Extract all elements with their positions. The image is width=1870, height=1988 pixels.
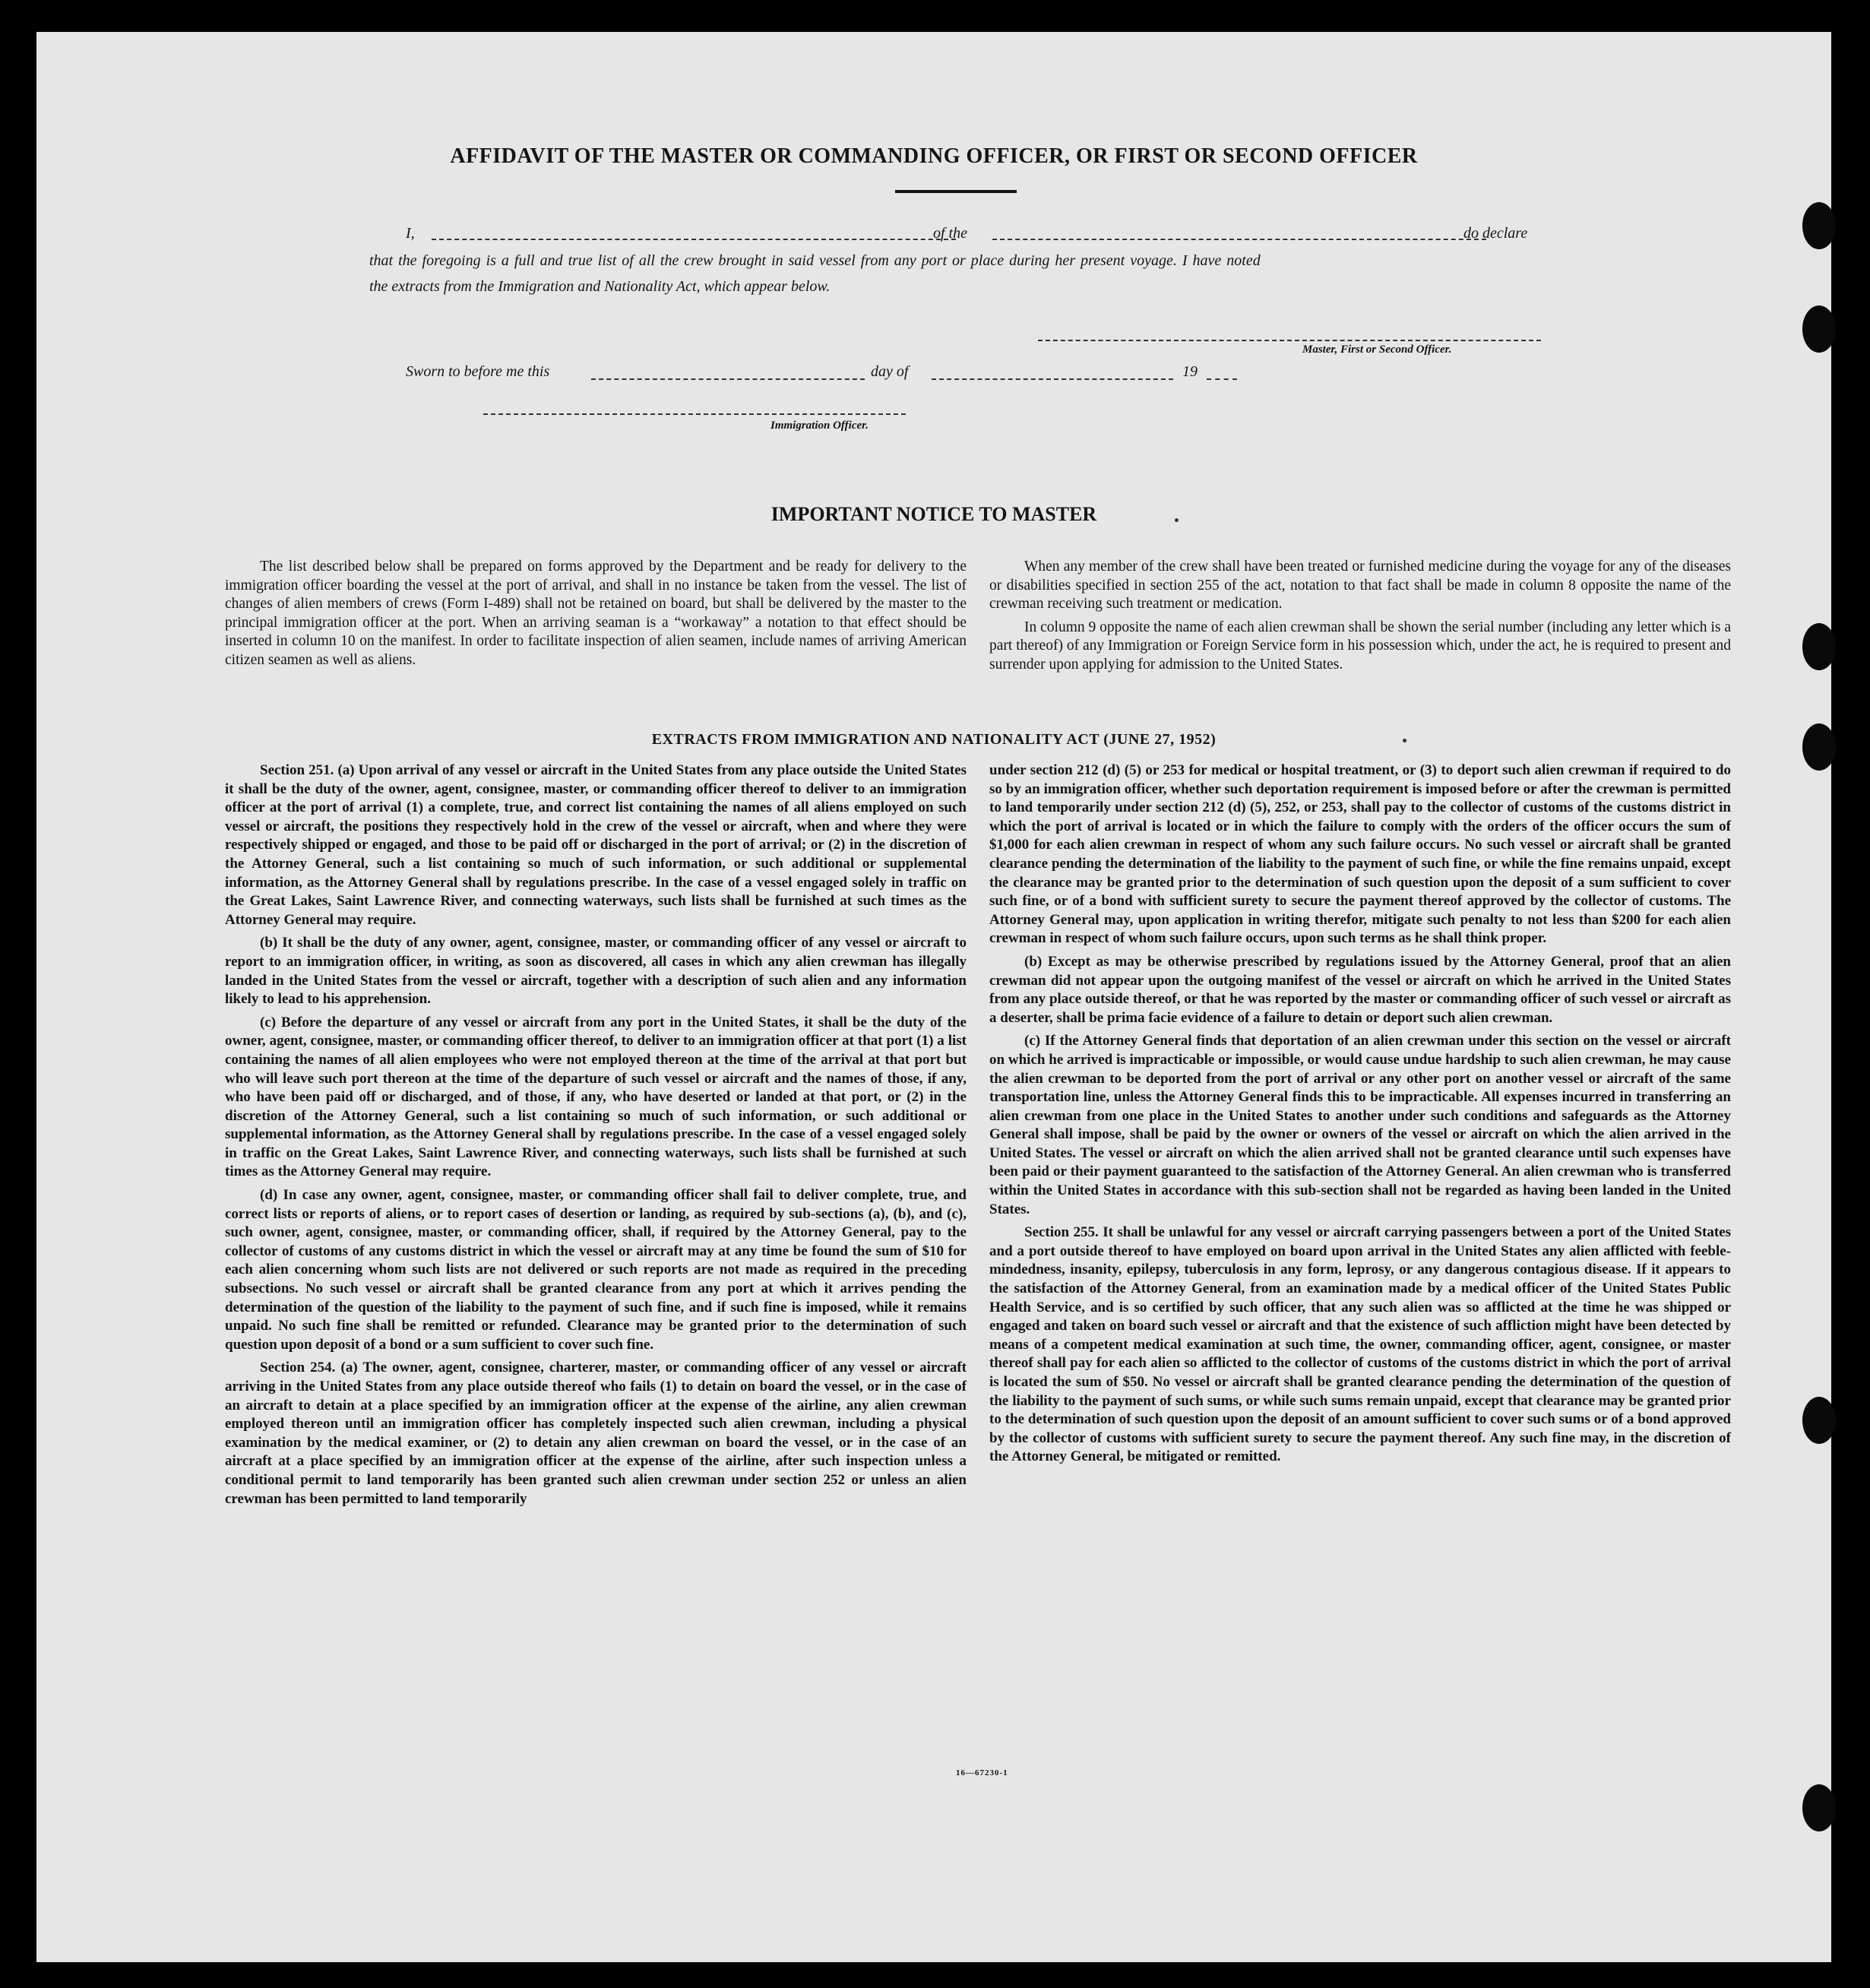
master-label: Master, First or Second Officer. — [1302, 343, 1452, 356]
title-rule — [895, 190, 1017, 193]
notice-left — [225, 558, 967, 674]
affidavit-declare: do declare — [1463, 225, 1528, 242]
form-number: 16—67230-1 — [956, 1768, 1008, 1777]
section-254a: Section 254. (a) The owner, agent, consignee, charterer, master, or commanding officer of any vessel or aircraft arriving in the United States from any place outside thereof who fails (1) to detain on board the vessel, or in the case of an aircraft to detain at a place specified by an immigration officer at the expense of the airline, any alien crewman employed thereon until an immigration officer has completely inspected such alien crewman, including a physical examination by the medical examiner, or (2) to detain any alien crewman on board the vessel, or in the case of an aircraft at a place specified by an immigration officer at the expense of the airline, after such inspection unless a conditional permit to land temporarily has been granted such alien crewman under section 252 or unless an alien crewman has been permitted to land temporarily — [225, 1360, 967, 1507]
binder-hole — [1802, 305, 1836, 353]
binder-hole — [1802, 1397, 1836, 1444]
master-signature-line — [1038, 340, 1541, 341]
section-251b: (b) It shall be the duty of any owner, agent, consignee, master, or commanding officer of any vessel or aircraft to report to an immigration officer, in writing, as soon as discovered, all cases in which any alien crewman has illegally landed in the United States from the vessel or aircraft, together with a description of such alien and any information likely to lead to his apprehension. — [225, 935, 967, 1008]
officer-signature-line — [483, 413, 906, 415]
extracts-title: EXTRACTS FROM IMMIGRATION AND NATIONALITY ACT (JUNE 27, 1952) — [651, 731, 1217, 748]
sworn-label: Sworn to before me this — [406, 363, 550, 380]
year-label: 19 — [1182, 363, 1198, 380]
section-254c: (c) If the Attorney General finds that deportation of an alien crewman under this section on the vessel or aircraft on which he arrived is impracticable or impossible, or would cause undue hardship to such alien crewman, he may cause the alien crewman to be deported from the port of arrival or any other port on another vessel or aircraft of the same transportation line, unless the Attorney General finds this to be impracticable. All expenses incurred in transferring an alien crewman from one place in the United States to another under such conditions and safeguards as the Attorney General shall impose, shall be paid by the owner or owners of the vessel or aircraft on which the alien arrived in the United States. The vessel or aircraft on which the alien arrived shall not be granted clearance until such expenses have been paid or their payment guaranteed to the satisfaction of the Attorney General. An alien crewman who is transferred within the United States in accordance with this sub-section shall not be regarded as having been landed in the United States. — [989, 1033, 1731, 1217]
document-page — [36, 32, 1831, 1962]
notice-title: IMPORTANT NOTICE TO MASTER — [770, 503, 1097, 525]
section-254a-cont: under section 212 (d) (5) or 253 for medical or hospital treatment, or (3) to deport such alien crewman if required to do so by an immigration officer, whether such deportation requirement is imposed before or after the crewman is permitted to land temporarily under section 212 (d) (5), 252, or 253, shall pay to the collector of customs of the customs district in which the port of arrival is located or in which the failure to comply with the orders of the officer occurs the sum of $1,000 for each alien crewman in respect of whom any such failure occurs. No such vessel or aircraft shall be granted clearance pending the determination of the liability to the payment of such fine, or while the fine remains unpaid, except the clearance may be granted prior to the determination of such question upon the deposit of a sum sufficient to cover such fine, or of a bond with sufficient surety to secure the payment thereof approved by the collector of customs. The Attorney General may, upon application in writing therefor, mitigate such penalty to not less than $200 for each alien crewman in respect of whom such failure occurs, upon such terms as he shall think proper. — [989, 762, 1731, 947]
year-line — [1207, 378, 1237, 380]
affidavit-i: I, — [406, 225, 415, 242]
affidavit-title: AFFIDAVIT OF THE MASTER OR COMMANDING OFFICER, OR FIRST OR SECOND OFFICER — [450, 144, 1418, 168]
notice-right-p2: In column 9 opposite the name of each alien crewman shall be shown the serial number (including any letter which is a part thereof) of any Immigration or Foreign Service form in his possession which, under the act, he is required to present and surrender upon applying for admission to the United States. — [989, 619, 1731, 673]
affidavit-line3: the extracts from the Immigration and Nationality Act, which appear below. — [369, 278, 831, 295]
notice-right-p1: When any member of the crew shall have been treated or furnished medicine during the voyage for any of the diseases or disabilities specified in section 255 of the act, notation to that fact shall be made in column 8 opposite the name of the crewman receiving such treatment or medication. — [989, 559, 1731, 612]
stray-mark — [1175, 518, 1179, 522]
extracts-right — [989, 761, 1731, 1471]
section-254b: (b) Except as may be otherwise prescribed by regulations issued by the Attorney General, proof that an alien crewman did not appear upon the outgoing manifest of the vessel or aircraft on which he arrived in the United States from any place outside thereof, or that he was reported by the master or commanding officer of such vessel or aircraft as a deserter, shall be prima facie evidence of a failure to detain or deport such alien crewman. — [989, 953, 1731, 1026]
name-line — [432, 239, 956, 240]
section-255: Section 255. It shall be unlawful for any vessel or aircraft carrying passengers between a port of the United States and a port outside thereof to have employed on board upon arrival in the United States any alien afflicted with feeble-mindedness, insanity, epilepsy, tuberculosis in any form, leprosy, or any dangerous contagious disease. If it appears to the satisfaction of the Attorney General, from an examination made by a medical officer of the United States Public Health Service, and is so certified by such officer, that any such alien was so afflicted at the time he was shipped or engaged and taken on board such vessel or aircraft and that the existence of such affliction might have been detected by means of a competent medical examination at such time, the owner, commanding officer, agent, consignee, or master thereof shall pay for each alien so afflicted to the collector of customs of the customs district in which the port of arrival is located the sum of $50. No vessel or aircraft shall be granted clearance pending the determination of the question of the liability to the payment of such sums, or while such sums remain unpaid, except that clearance may be granted prior to the determination of such question upon the deposit of an amount sufficient to cover such sums or of a bond approved by the collector of customs with sufficient surety to secure the payment thereof. Any such fine may, in the discretion of the Attorney General, be mitigated or remitted. — [989, 1224, 1731, 1465]
day-of-label: day of — [871, 363, 909, 380]
binder-hole — [1802, 202, 1836, 249]
extracts-left — [225, 761, 967, 1513]
month-line — [932, 378, 1173, 380]
notice-left-text: The list described below shall be prepared on forms approved by the Department and be ready for delivery to the immigration officer boarding the vessel at the port of arrival, and shall in no instance be taken from the vessel. The list of changes of alien members of crews (Form I-489) shall not be retained on board, but shall be delivered by the master to the principal immigration officer at the port. When an arriving seaman is a “workaway” a notation to that effect should be inserted in column 10 on the manifest. In order to facilitate inspection of alien seamen, include names of arriving American citizen seamen as well as aliens. — [225, 559, 967, 668]
vessel-line — [992, 239, 1486, 240]
binder-hole — [1802, 1784, 1836, 1831]
stray-mark — [1403, 739, 1406, 742]
section-251c: (c) Before the departure of any vessel or aircraft from any port in the United States, it shall be the duty of the owner, agent, consignee, master, or commanding officer thereof, to deliver to an immigration officer at that port (1) a list containing the names of all alien employees who were not employed thereon at the time of the arrival at that port but who will leave such port thereon at the time of the departure of such vessel or aircraft and the names of those, if any, who have been paid off or discharged, and of those, if any, who have deserted or landed at that port, or (2) in the discretion of the Attorney General, such a list containing so much of such information, or such additional or supplemental information, as the Attorney General shall by regulations prescribe. In the case of a vessel engaged solely in traffic on the Great Lakes, Saint Lawrence River, and connecting waterways, such lists shall be furnished at such times as the Attorney General may require. — [225, 1014, 967, 1180]
section-251a: Section 251. (a) Upon arrival of any vessel or aircraft in the United States from any place outside the United States it shall be the duty of the owner, agent, consignee, master, or commanding officer thereof to deliver to an immigration officer at the port of arrival (1) a complete, true, and correct list containing the names of all aliens employed on such vessel or aircraft, the positions they respectively hold in the crew of the vessel or aircraft, when and where they were respectively shipped or engaged, and those to be paid off or discharged in the port of arrival; or (2) in the discretion of the Attorney General, such a list containing so much of such information, or such additional or supplemental information, as the Attorney General shall by regulations prescribe. In the case of a vessel engaged solely in traffic on the Great Lakes, Saint Lawrence River, and connecting waterways, such lists shall be furnished at such times as the Attorney General may require. — [225, 762, 967, 928]
notice-right — [989, 558, 1731, 674]
affidavit-line2: that the foregoing is a full and true list of all the crew brought in said vessel from any port or place during her present voyage. I have noted — [369, 252, 1261, 269]
officer-label: Immigration Officer. — [770, 419, 869, 432]
affidavit-of-the: of the — [933, 225, 967, 242]
binder-hole — [1802, 623, 1836, 670]
sworn-day-line — [591, 378, 865, 380]
section-251d: (d) In case any owner, agent, consignee, master, or commanding officer shall fail to deliver complete, true, and correct lists or reports of aliens, or to report cases of desertion or landing, as required by sub-sections (a), (b), and (c), such owner, agent, consignee, master, or commanding officer, shall, if required by the Attorney General, pay to the collector of customs of any customs district in which the vessel or aircraft may at any time be found the sum of $10 for each alien concerning whom such lists are not delivered or such reports are not made as required in the preceding subsections. No such vessel or aircraft shall be granted clearance from any port at which it arrives pending the determination of the question of the liability to the payment of such fine, and if such fine is imposed, while it remains unpaid. No such fine shall be remitted or refunded. Clearance may be granted prior to the determination of such question upon deposit of a bond or a sum sufficient to cover such fine. — [225, 1187, 967, 1353]
